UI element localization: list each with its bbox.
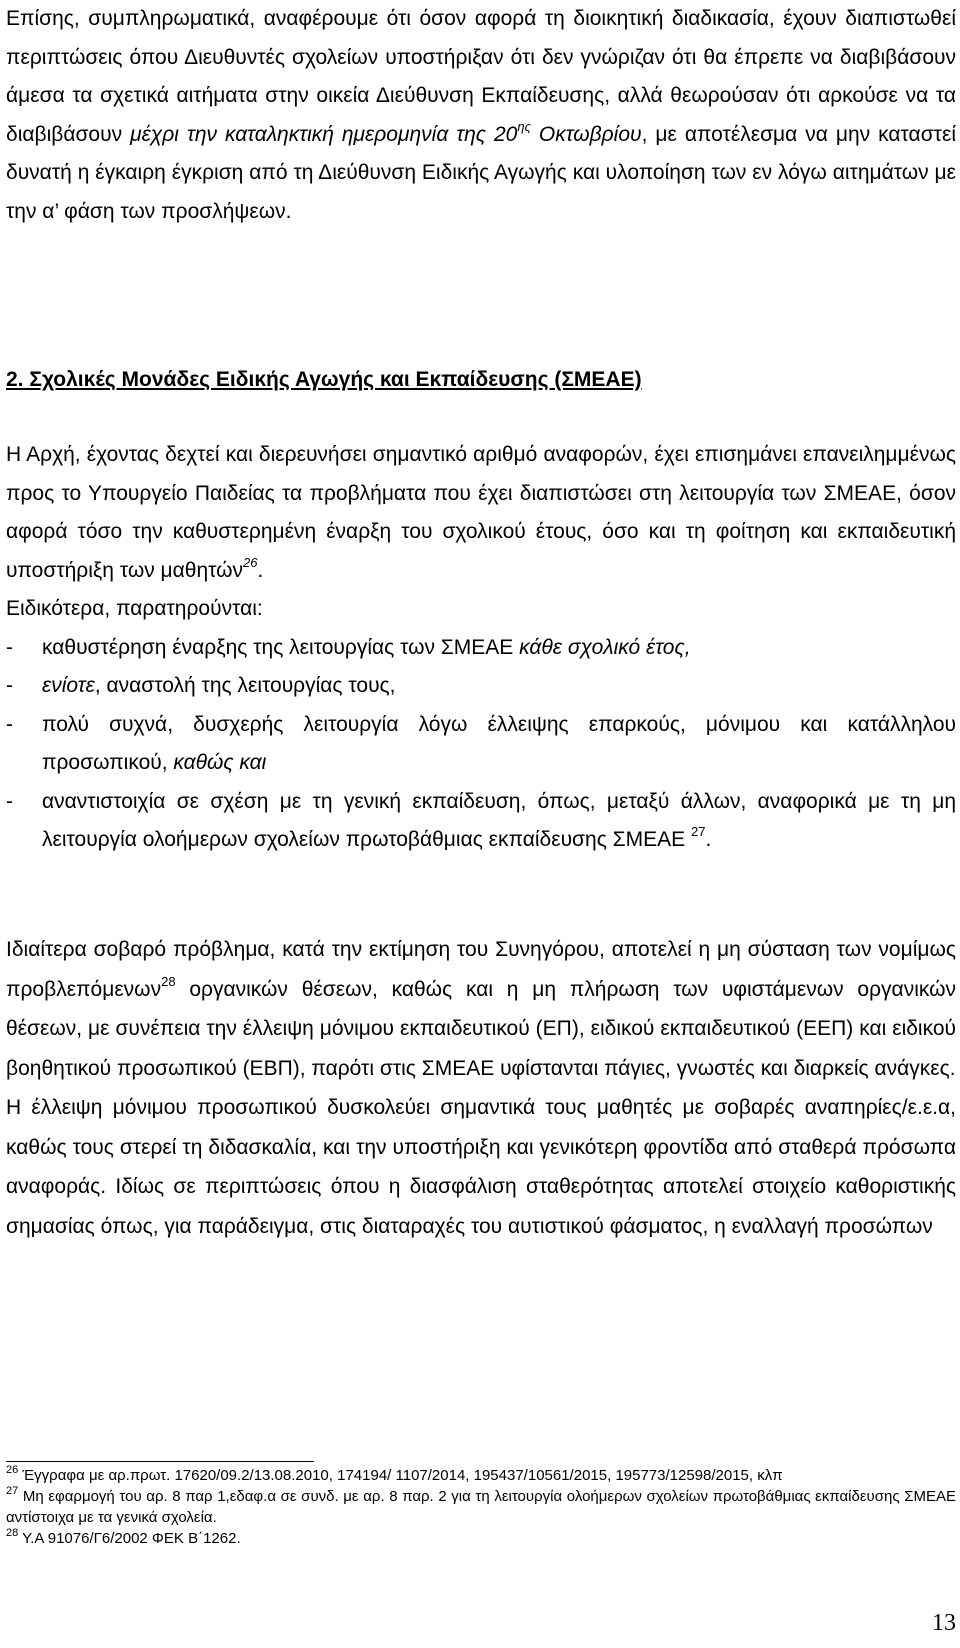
italic-run: καθώς και	[173, 751, 267, 774]
italic-run: ενίοτε	[42, 674, 95, 697]
text-run: .	[257, 558, 264, 582]
footnote-26	[6, 1465, 956, 1486]
footnote-number: 28	[6, 1527, 19, 1539]
paragraph-organic-positions	[6, 930, 956, 1088]
paragraph-staff-shortage	[6, 930, 956, 1246]
text-run: αναντιστοιχία σε σχέση με τη γενική εκπαίδευση, όπως, μεταξύ άλλων, αναφορικά με τη μη λειτουργία ολοήμερων σχολείων πρωτοβάθμιας εκπαίδευσης ΣΜΕΑΕ	[42, 789, 956, 851]
footnote-text: Υ.Α 91076/Γ6/2002 ΦΕΚ Β΄1262.	[18, 1530, 241, 1547]
italic-run: κάθε σχολικό έτος,	[519, 635, 691, 659]
italic-run: μέχρι την καταληκτική ημερομηνία της 20	[130, 122, 518, 146]
list-intro: Ειδικότερα, παρατηρούνται:	[6, 597, 263, 620]
list-dash: -	[6, 789, 13, 813]
footnote-separator	[6, 1461, 314, 1462]
section-heading: 2. Σχολικές Μονάδες Ειδικής Αγωγής και Εκπαίδευσης (ΣΜΕΑΕ)	[6, 368, 642, 391]
footnote-text: Έγγραφα με αρ.πρωτ. 17620/09.2/13.08.2010, 174194/ 1107/2014, 195437/10561/2015, 195773/12598/2015, κλπ	[18, 1467, 783, 1484]
problems-list	[6, 629, 956, 860]
text-run: , αναστολή της λειτουργίας τους,	[94, 674, 396, 697]
paragraph-permanent-staff: Η έλλειψη μόνιμου προσωπικού δυσκολεύει σημαντικά τους μαθητές με σοβαρές αναπηρίες/ε.ε.α, καθώς τους στερεί τη διδασκαλία, και την υποστήριξη και γενικότερη φροντίδα από σταθερά πρόσωπα αναφοράς. Ιδίως σε περιπτώσεις όπου η διασφάλιση σταθερότητας αποτελεί στοιχείο καθοριστικής σημασίας όπως, για παράδειγμα, στις διαταραχές του αυτιστικού φάσματος, η εναλλαγή προσώπων	[6, 1096, 956, 1238]
text-run: Ιδιαίτερα σοβαρό πρόβλημα, κατά την εκτίμηση του Συνηγόρου, αποτελεί η μη σύσταση των νομίμως προβλεπόμενων	[6, 938, 956, 1001]
text-run: Επίσης, συμπληρωματικά, αναφέρουμε ότι όσον αφορά τη διοικητική διαδικασία, έχουν διαπιστωθεί περιπτώσεις όπου Διευθυντές σχολείων υποστήριξαν ότι δεν γνώριζαν ότι θα έπρεπε να διαβιβάσουν άμεσα τα σχετικά αιτήματα στην οικεία Διεύθυνση Εκπαίδευσης, αλλά θεωρούσαν ότι αρκούσε να τα διαβιβάσουν	[6, 7, 956, 146]
text-run: οργανικών θέσεων, καθώς και η μη πλήρωση των υφιστάμενων οργανικών θέσεων, με συνέπεια την έλλειψη μόνιμου εκπαιδευτικού (ΕΠ), ειδικού εκπαιδευτικού (ΕΕΠ) και ειδικού βοηθητικού προσωπικού (ΕΒΠ), παρότι στις ΣΜΕΑΕ υφίστανται πάγιες, γνωστές και διαρκείς ανάγκες.	[6, 977, 956, 1080]
paragraph-administrative-procedure	[6, 0, 956, 231]
footnote-ref-28[interactable]: 28	[161, 973, 176, 989]
footnotes	[6, 1465, 956, 1549]
list-dash: -	[6, 674, 13, 697]
list-item	[6, 783, 956, 860]
footnote-text: Μη εφαρμογή του αρ. 8 παρ 1,εδαφ.α σε συνδ. με αρ. 8 παρ. 2 για τη λειτουργία ολοήμερων σχολείων πρωτοβάθμιας εκπαίδευσης ΣΜΕΑΕ αντίστοιχα με τα γενικά σχολεία.	[6, 1488, 956, 1526]
page-number: 13	[932, 1610, 956, 1636]
footnote-number: 26	[6, 1464, 19, 1476]
italic-run: Οκτωβρίου	[530, 122, 642, 146]
list-item	[6, 706, 956, 783]
text-run: καθυστέρηση έναρξης της λειτουργίας των ΣΜΕΑΕ	[42, 635, 520, 659]
list-dash: -	[6, 712, 13, 736]
footnote-ref-26[interactable]: 26	[243, 554, 258, 570]
text-run: πολύ συχνά, δυσχερής λειτουργία λόγω έλλειψης επαρκούς, μόνιμου και κατάλληλου προσωπικού,	[42, 712, 956, 774]
footnote-number: 27	[6, 1485, 19, 1497]
footnote-27	[6, 1486, 956, 1528]
footnote-ref-27[interactable]: 27	[690, 824, 706, 839]
text-run: .	[705, 828, 712, 851]
list-dash: -	[6, 635, 13, 659]
superscript: ης	[517, 118, 531, 134]
text-run: , με αποτέλεσμα να μην καταστεί δυνατή η έγκαιρη έγκριση από τη Διεύθυνση Ειδικής Αγωγής και υλοποίηση των εν λόγω αιτημάτων με την α’ φάση των προσλήψεων.	[6, 122, 956, 223]
section-body	[6, 436, 956, 860]
text-run: Η Αρχή, έχοντας δεχτεί και διερευνήσει σημαντικό αριθμό αναφορών, έχει επισημάνει επανειλημμένως προς το Υπουργείο Παιδείας τα προβλήματα που έχει διαπιστώσει στη λειτουργία των ΣΜΕΑΕ, όσον αφορά τόσο την καθυστερημένη έναρξη του σχολικού έτους, όσο και τη φοίτηση και εκπαιδευτική υποστήριξη των μαθητών	[6, 443, 956, 582]
list-item	[6, 629, 956, 668]
paragraph-smeae-problems	[6, 436, 956, 590]
list-item	[6, 667, 956, 706]
footnote-28	[6, 1528, 956, 1549]
